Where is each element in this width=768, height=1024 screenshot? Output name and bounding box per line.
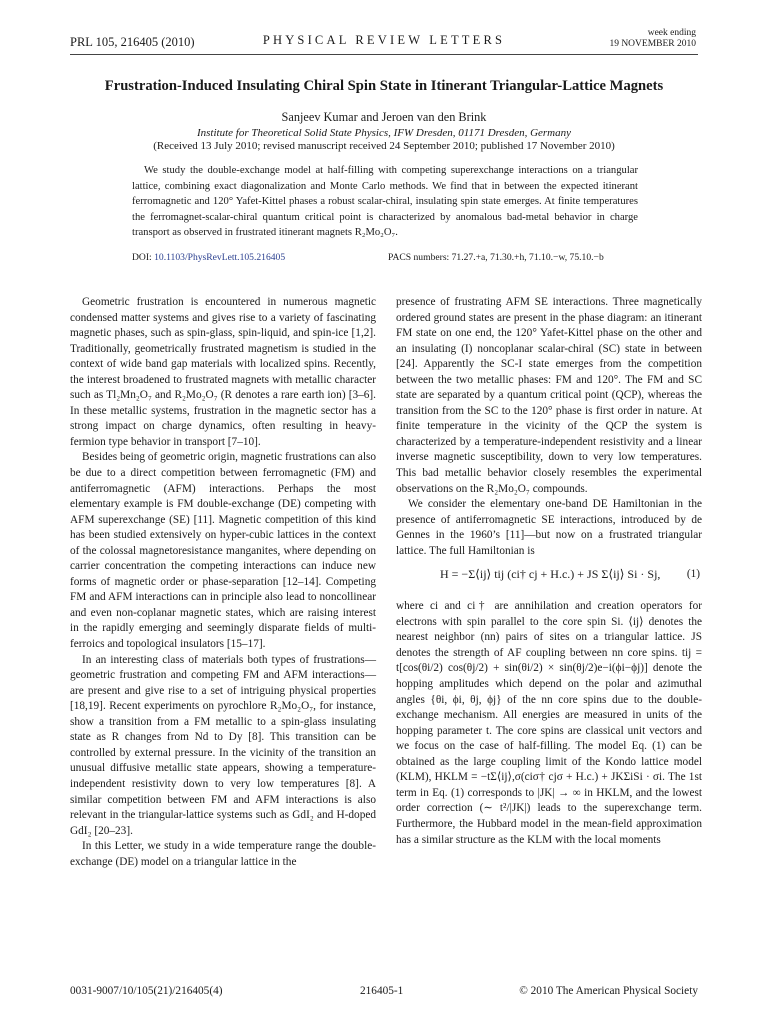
article-title: Frustration-Induced Insulating Chiral Spin State in Itinerant Triangular-Lattice Magnets <box>104 78 664 94</box>
equation-number: (1) <box>686 568 700 581</box>
body-paragraph: Geometric frustration is encountered in numerous magnetic condensed matter systems and gives rise to a variety of fascinating magnetic phases, such as spin-glass, spin-liquid, and spin-ice [1,2]. Traditionally, geometrically frustrated magnetism is studied in the context of wide band gap materials with localized spins. Recently, the interest broadened to frustrated magnets with metallic character such as Tl₂Mn₂O₇ and R₂Mo₂O₇ (R denotes a rare earth ion) [3–6]. In these metallic systems, frustration in the magnetic sector has a strong impact on charge dynamics, often resulting in heavy-fermion type behavior in transport [7–10]. <box>70 296 376 448</box>
week-ending-label: week ending <box>647 28 696 38</box>
week-ending-date: 19 NOVEMBER 2010 <box>609 39 696 49</box>
issue-date <box>609 28 696 50</box>
header-rule <box>70 54 698 55</box>
pacs-numbers: PACS numbers: 71.27.+a, 71.30.+h, 71.10.−w, 75.10.−b <box>388 252 604 263</box>
abstract: We study the double-exchange model at half-filling with competing superexchange interactions on a triangular lattice, combining exact diagonalization and Monte Carlo methods. We find that in between the expected itinerant ferromagnetic and 120° Yafet-Kittel phases a robust scalar-chiral, insulating spin state emerges. At finite temperatures the ferromagnet-scalar-chiral quantum critical point is characterized by anomalous bad-metal behavior in charge transport as observed in frustrated itinerant magnets R₂Mo₂O₇. <box>132 165 638 239</box>
copyright: © 2010 The American Physical Society <box>519 985 698 997</box>
body-paragraph: presence of frustrating AFM SE interactions. Three magnetically ordered ground states are present in the phase diagram: an itinerant FM state on one end, the 120° Yafet-Kittel phase on the other and an insulating (I) noncoplanar scalar-chiral (SC) state in between [24]. Apparently the SC-I state emerges from the competition between the two metallic phases: FM and 120°. The FM and SC state are separated by a quantum critical point (QCP), whereas the transition from the SC to the 120° phase is first order in nature. At finite temperature in the vicinity of the QCP the system is characterized by a temperature-independent resistivity and a linear inverse magnetic susceptibility, down to very low temperatures. This bad metallic behavior closely resembles the experimental observations on the R₂Mo₂O₇ compounds. <box>396 296 702 495</box>
body-paragraph: In this Letter, we study in a wide temperature range the double-exchange (DE) model on a triangular lattice in the <box>70 840 376 868</box>
doi-link[interactable]: 10.1103/PhysRevLett.105.216405 <box>154 252 286 263</box>
journal-name: PHYSICAL REVIEW LETTERS <box>262 33 506 47</box>
right-column <box>396 295 702 848</box>
equation-body: H = −Σ⟨ij⟩ tij (ci† cj + H.c.) + JS Σ⟨ij⟩ Si · Sj, <box>440 567 661 582</box>
received-dates: (Received 13 July 2010; revised manuscript received 24 September 2010; published 17 November 2010) <box>153 140 615 152</box>
hamiltonian-equation <box>396 559 702 599</box>
body-paragraph: where ci and ci† are annihilation and creation operators for electrons with spin parallel to the core spin Si. ⟨ij⟩ denotes the nearest neighbor (nn) pairs of sites on a triangular lattice. JS denotes the strength of AF coupling between nn core spins. tij = t[cos(θi/2) cos(θj/2) + sin(θi/2) × sin(θj/2)e−i(ϕi−ϕj)] denote the hopping amplitudes which depend on the polar and azimuthal angles {θi, ϕi, θj, ϕj} of the nn core spins due to the double-exchange mechanism. All energies are measured in units of the hopping parameter t. The core spins are classical unit vectors and we focus on the case of half-filling. The model Eq. (1) can be obtained as the large coupling limit of the Kondo lattice model (KLM), HKLM = −tΣ⟨ij⟩,σ(ciσ† cjσ + H.c.) + JKΣiSi · σi. The 1st term in Eq. (1) corresponds to |JK| → ∞ in HKLM, and the lowest order correction (∼ t²/|JK|) leads to the superexchange term. Furthermore, the Hubbard model in the mean-field approximation has a similar structure as the KLM with the local moments <box>396 600 702 846</box>
left-column <box>70 295 376 870</box>
body-paragraph: We consider the elementary one-band DE Hamiltonian in the presence of antiferromagnetic SE interactions, introduced by de Gennes in the 1960’s [11]—but now on a frustrated triangular lattice. The full Hamiltonian is <box>396 498 702 557</box>
affiliation: Institute for Theoretical Solid State Physics, IFW Dresden, 01171 Dresden, Germany <box>196 127 572 139</box>
footer-code: 0031-9007/10/105(21)/216405(4) <box>70 985 223 997</box>
journal-citation: PRL 105, 216405 (2010) <box>70 35 195 49</box>
page-number: 216405-1 <box>360 985 404 997</box>
doi-line <box>132 252 285 263</box>
doi-label: DOI: <box>132 252 152 263</box>
body-paragraph: Besides being of geometric origin, magnetic frustrations can also be due to a direct competition between ferromagnetic (FM) and antiferromagnetic (AFM) interactions. Perhaps the most elementary example is FM double-exchange (DE) competing with AFM superexchange (SE) [11]. Magnetic competition of this kind has been studied extensively on hyper-cubic lattices in the context of the colossal magnetoresistance manganites, where depending on carrier concentration the competing interactions can induce new forms of magnetic order or phase-separation [12–14]. Competing FM and AFM interactions can in principle also lead to noncollinear and even non-coplanar magnetic states, which are raising interest in the rapidly emerging and seemingly disparate fields of multi-ferroics and topological insulators [15–17]. <box>70 451 376 651</box>
author-list: Sanjeev Kumar and Jeroen van den Brink <box>281 110 487 124</box>
body-paragraph: In an interesting class of materials both types of frustrations—geometric frustration and competing FM and AFM interactions—are present and give rise to a set of intriguing physical properties [18,19]. Recent experiments on pyrochlore R₂Mo₂O₇, for instance, show a transition from a FM metallic to a spin-glass insulating state as R changes from Nd to Dy [8]. This transition can be controlled by external pressure. In the vicinity of the transition an unusual diffusive metallic state appears, showing a temperature-independent resistivity down to very low temperatures [8]. A similar competition between FM and AFM interactions is also relevant in the triangular-lattice systems such as GdI₂ and H-doped GdI₂ [20–23]. <box>70 653 376 837</box>
